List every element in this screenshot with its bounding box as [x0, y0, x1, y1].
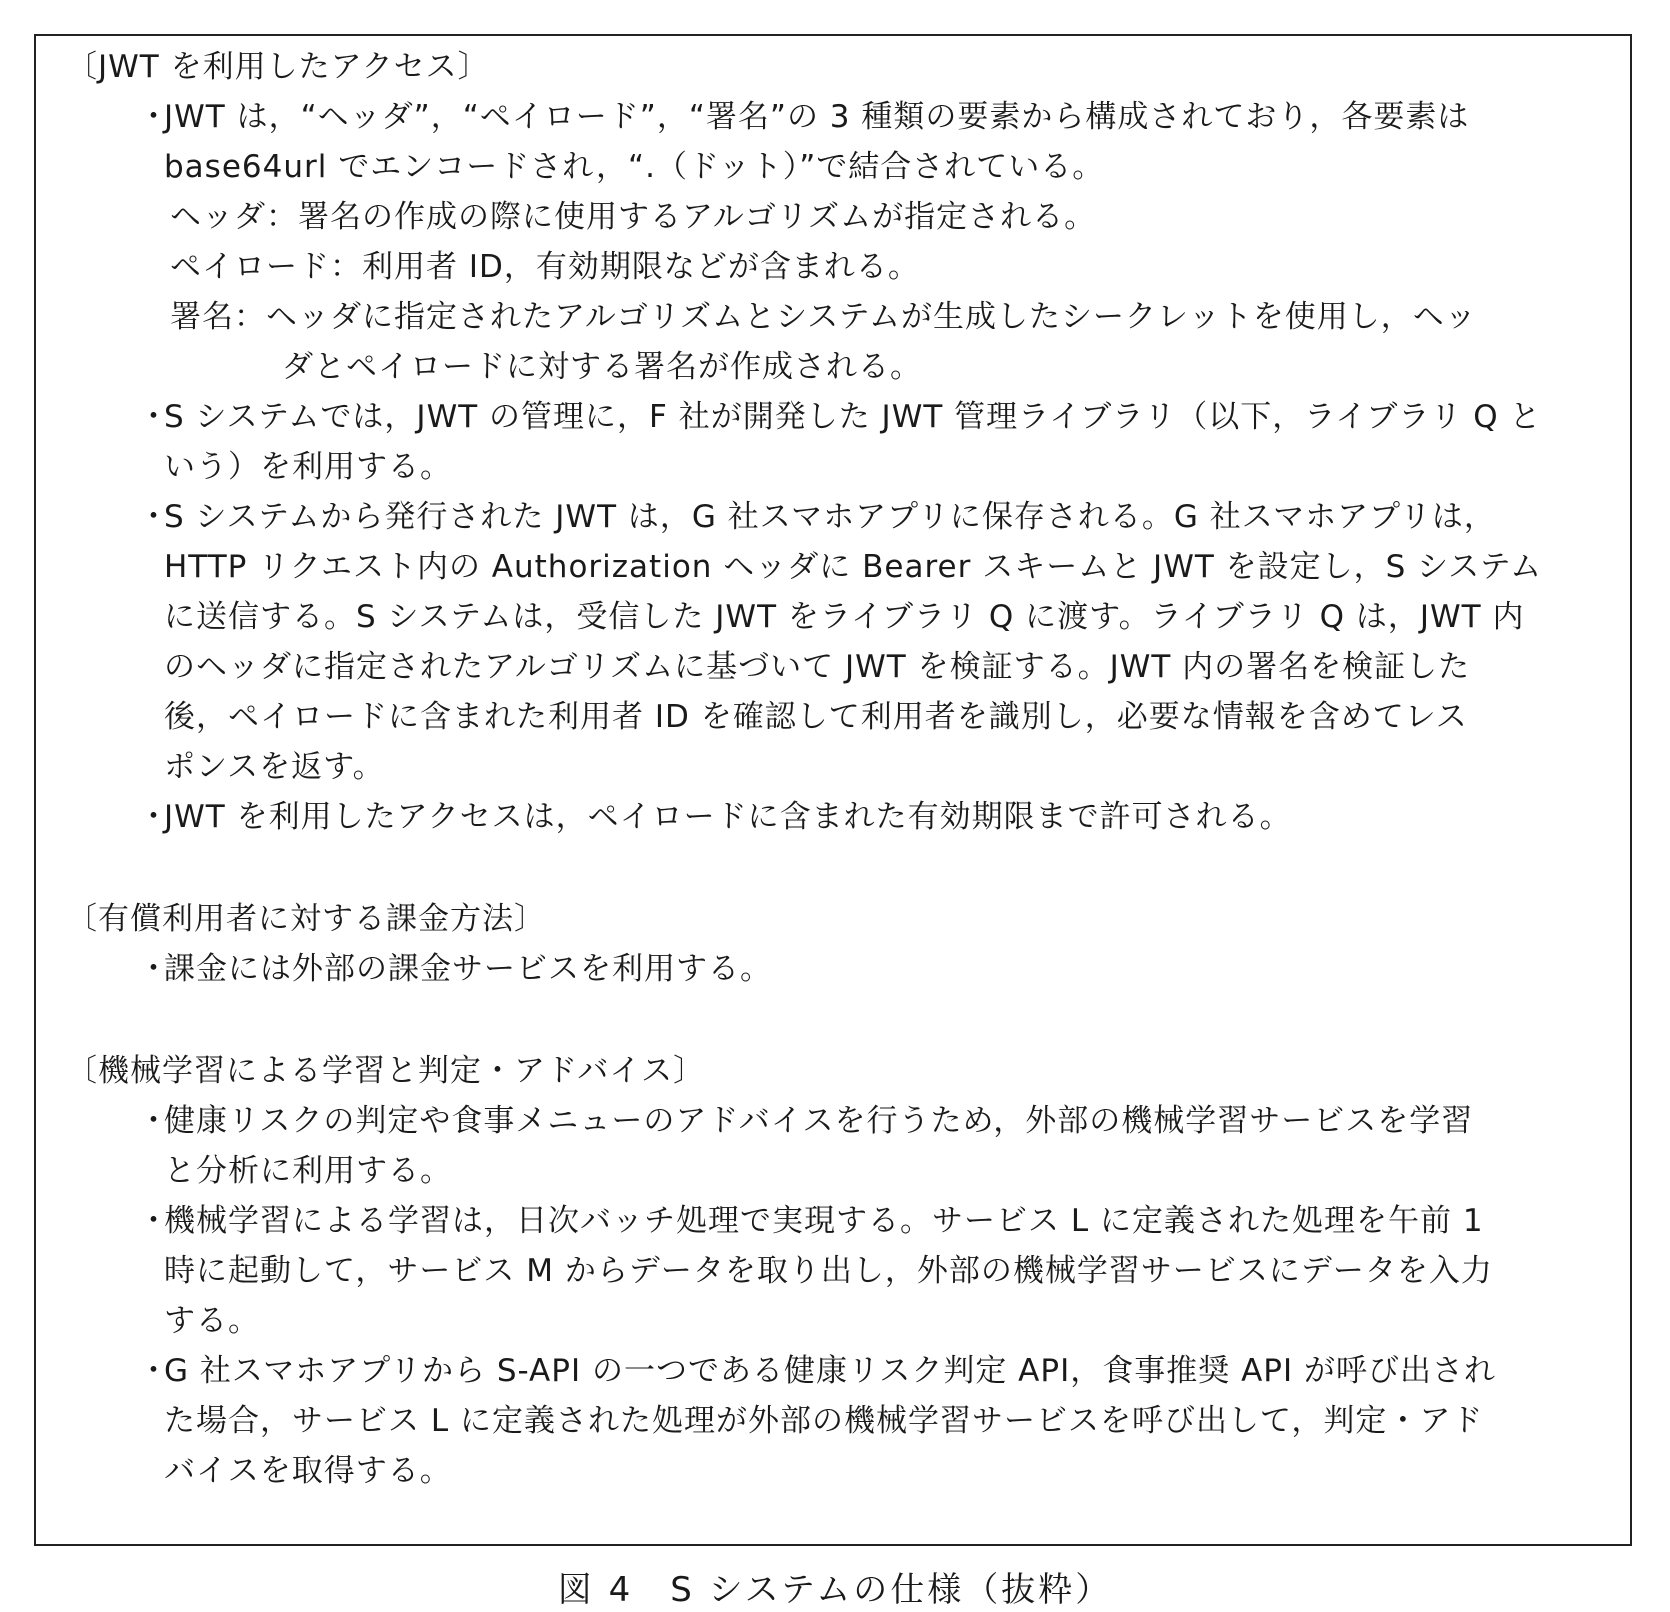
list-item [66, 1096, 1566, 1196]
bullet-mark: ・ [138, 399, 169, 435]
section-jwt-access [66, 42, 1626, 842]
section-heading: 〔有償利用者に対する課金方法〕 [66, 901, 546, 937]
text-line: JWT は，“ヘッダ”，“ペイロード”，“署名”の 3 種類の要素から構成されており，各要素は [164, 99, 1470, 135]
definition-signature: 署名：ヘッダに指定されたアルゴリズムとシステムが生成したシークレットを使用し，ヘッ [170, 299, 1477, 335]
list-item [66, 792, 1566, 842]
text-line: G 社スマホアプリから S-API の一つである健康リスク判定 API，食事推奨 API が呼び出され [164, 1353, 1496, 1389]
bullet-mark: ・ [138, 99, 169, 135]
section-machine-learning [66, 1046, 1626, 1496]
text-line: いう）を利用する。 [164, 449, 452, 485]
text-line: のヘッダに指定されたアルゴリズムに基づいて JWT を検証する。JWT 内の署名を検証した [164, 649, 1471, 685]
text-line: と分析に利用する。 [164, 1153, 452, 1189]
text-line: バイスを取得する。 [164, 1453, 452, 1489]
section-heading: 〔JWT を利用したアクセス〕 [66, 49, 490, 85]
list-item [66, 944, 1566, 994]
text-line: する。 [164, 1303, 260, 1339]
spec-frame [34, 34, 1632, 1546]
text-line: ポンスを返す。 [164, 749, 385, 785]
spec-content [66, 42, 1626, 1496]
definition-payload: ペイロード：利用者 ID，有効期限などが含まれる。 [170, 249, 920, 285]
text-line: 健康リスクの判定や食事メニューのアドバイスを行うため，外部の機械学習サービスを学習 [164, 1103, 1474, 1139]
text-line: S システムでは，JWT の管理に，F 社が開発した JWT 管理ライブラリ（以下，ライブラリ Q と [164, 399, 1542, 435]
definition-header: ヘッダ：署名の作成の際に使用するアルゴリズムが指定される。 [170, 199, 1097, 235]
text-line: HTTP リクエスト内の Authorization ヘッダに Bearer スキームと JWT を設定し，S システム [164, 549, 1543, 585]
bullet-mark: ・ [138, 951, 169, 987]
definition-signature-cont: ダとペイロードに対する署名が作成される。 [282, 349, 922, 385]
list-item [66, 1346, 1566, 1496]
section-billing [66, 894, 1626, 994]
text-line: た場合，サービス L に定義された処理が外部の機械学習サービスを呼び出して，判定・アド [164, 1403, 1484, 1439]
bullet-mark: ・ [138, 1203, 169, 1239]
list-item [66, 92, 1566, 392]
list-item [66, 492, 1566, 792]
section-heading: 〔機械学習による学習と判定・アドバイス〕 [66, 1053, 706, 1089]
text-line: base64url でエンコードされ，“.（ドット）”で結合されている。 [164, 149, 1105, 185]
text-line: 時に起動して，サービス M からデータを取り出し，外部の機械学習サービスにデータを入力 [164, 1253, 1493, 1289]
list-item [66, 1196, 1566, 1346]
figure-caption: 図 4 S システムの仕様（抜粋） [557, 1570, 1113, 1610]
text-line: 課金には外部の課金サービスを利用する。 [164, 951, 772, 987]
text-line: 後，ペイロードに含まれた利用者 ID を確認して利用者を識別し，必要な情報を含めてレス [164, 699, 1468, 735]
list-item [66, 392, 1566, 492]
text-line: 機械学習による学習は，日次バッチ処理で実現する。サービス L に定義された処理を午前 1 [164, 1203, 1484, 1239]
bullet-mark: ・ [138, 1103, 169, 1139]
text-line: に送信する。S システムは，受信した JWT をライブラリ Q に渡す。ライブラリ Q は，JWT 内 [164, 599, 1525, 635]
bullet-mark: ・ [138, 799, 169, 835]
bullet-mark: ・ [138, 1353, 169, 1389]
text-line: S システムから発行された JWT は，G 社スマホアプリに保存される。G 社スマホアプリは， [164, 499, 1496, 535]
bullet-mark: ・ [138, 499, 169, 535]
text-line: JWT を利用したアクセスは，ペイロードに含まれた有効期限まで許可される。 [164, 799, 1292, 835]
